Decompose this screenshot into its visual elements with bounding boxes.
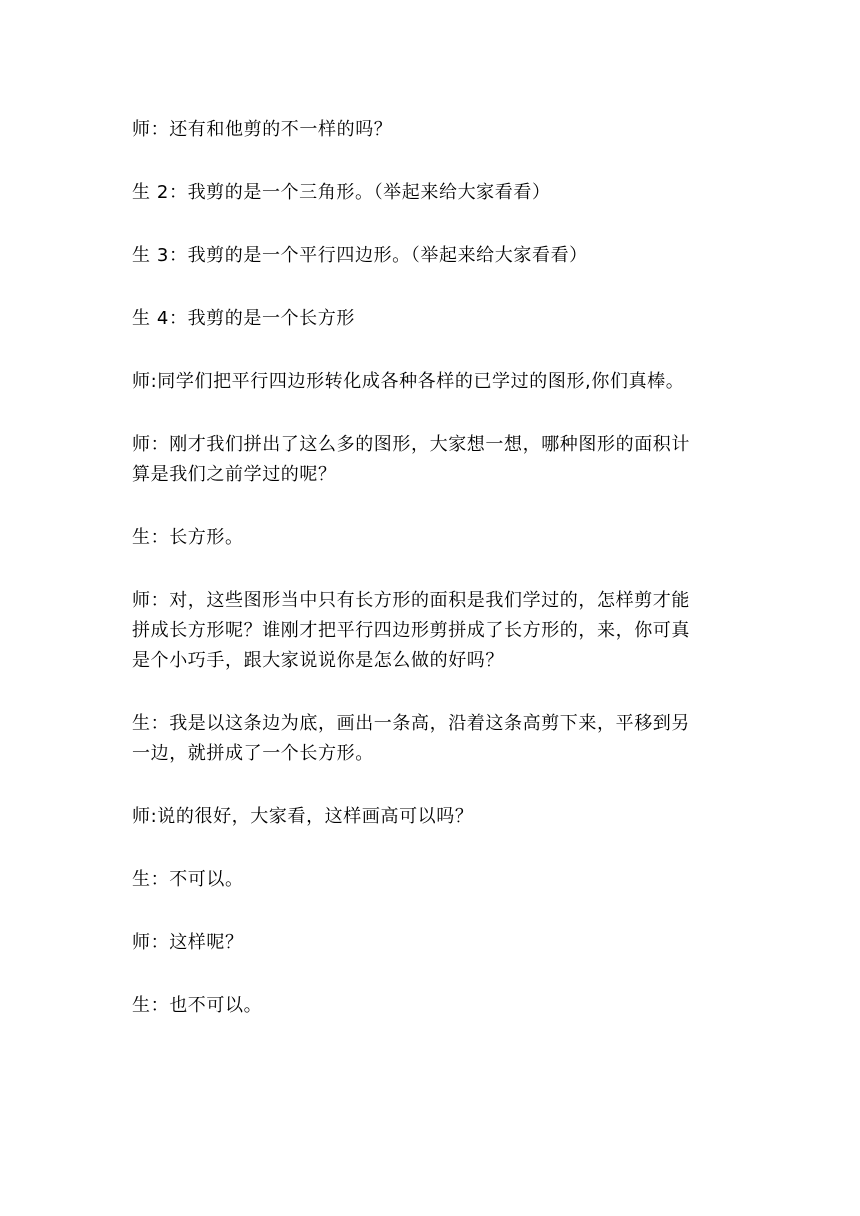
paragraph-student-2 [132,178,732,208]
text-line: 生：不可以。 [132,869,244,890]
paragraph-student-also-no [132,991,732,1021]
text-line: 师：还有和他剪的不一样的吗？ [132,119,393,140]
text-line: 师：刚才我们拼出了这么多的图形，大家想一想，哪种图形的面积计 [132,434,690,455]
text-line: 一边，就拼成了一个长方形。 [132,743,374,764]
text-line: 是个小巧手，跟大家说说你是怎么做的好吗？ [132,650,504,671]
text-line: 师：对，这些图形当中只有长方形的面积是我们学过的，怎样剪才能 [132,590,690,611]
paragraph-student-4 [132,304,732,334]
paragraph-teacher-check [132,802,732,832]
text-line: 生 3：我剪的是一个平行四边形。（举起来给大家看看） [132,245,588,266]
text-line: 生：长方形。 [132,527,244,548]
text-line: 生 2：我剪的是一个三角形。（举起来给大家看看） [132,182,551,203]
paragraph-student-3 [132,241,732,271]
paragraph-student-method [132,709,732,769]
text-line: 算是我们之前学过的呢？ [132,464,337,485]
document-body [132,115,732,1021]
paragraph-student-rectangle [132,523,732,553]
paragraph-teacher-explain [132,586,732,676]
paragraph-student-no [132,865,732,895]
paragraph-teacher-this-way [132,928,732,958]
text-line: 拼成长方形呢？谁刚才把平行四边形剪拼成了长方形的，来，你可真 [132,620,690,641]
text-line: 师：这样呢？ [132,932,244,953]
text-line: 生：也不可以。 [132,995,263,1016]
paragraph-teacher-question-area [132,430,732,490]
text-line: 师:同学们把平行四边形转化成各种各样的已学过的图形,你们真棒。 [132,371,685,392]
text-line: 师:说的很好，大家看，这样画高可以吗？ [132,806,474,827]
text-line: 生：我是以这条边为底，画出一条高，沿着这条高剪下来，平移到另 [132,713,690,734]
text-line: 生 4：我剪的是一个长方形 [132,308,355,329]
paragraph-teacher-praise [132,367,732,397]
paragraph-teacher-question [132,115,732,145]
